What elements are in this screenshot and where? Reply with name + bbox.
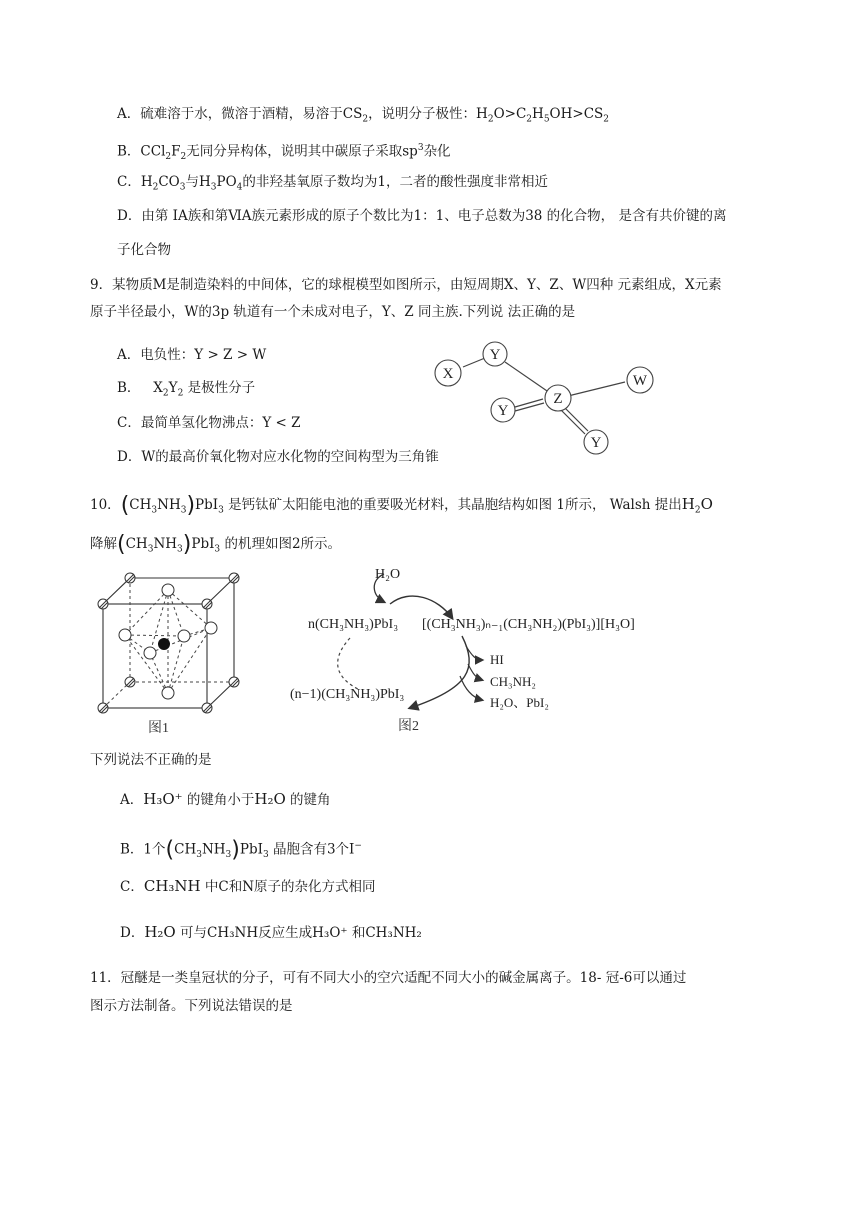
q10-question: 下列说法不正确的是: [90, 752, 212, 768]
atom-label-w: W: [632, 373, 648, 389]
ball-stick-model: [425, 335, 670, 460]
fig2-ch3nh2: CH₃NH₂: [490, 674, 536, 689]
atom-label-z: Z: [553, 391, 563, 407]
fig2-intermediate: [(CH₃NH₃)ₙ₋₁(CH₃NH₂)(PbI₃)][H₃O]: [422, 617, 635, 632]
q9-stem-line1: 9．某物质M是制造染料的中间体，它的球棍模型如图所示，由短周期X、Y、Z、W四种 元素组成，X元素: [90, 277, 722, 293]
fig2-reactant: n(CH₃NH₃)PbI₃: [308, 617, 399, 632]
atom-label-y-3: Y: [590, 435, 602, 451]
q10-stem-line1: 10．$(CH_3NH_3)PbI_3$ 是钙钛矿太阳能电池的重要吸光材料，其晶胞结构如图 1所示， Walsh 提出$H_2O$: [90, 493, 713, 518]
q9-option-b: B． $X_2Y_2$ 是极性分子: [117, 380, 256, 399]
q11-stem-line2: 图示方法制备。下列说法错误的是: [90, 998, 293, 1014]
unit-cell-figure: [88, 570, 248, 740]
fig2-h2o-pbi2: H₂O、PbI₂: [490, 695, 549, 710]
body-center-atom: [158, 638, 170, 650]
fig2-caption: 图2: [398, 719, 419, 734]
q10-stem-line2: 降解$(CH_3NH_3)PbI_3$ 的机理如图2所示。: [90, 532, 342, 557]
atom-label-y-1: Y: [489, 347, 501, 363]
q9-option-a: A．电负性：Y > Z > W: [117, 347, 267, 363]
q9-option-d: D．W的最高价氧化物对应水化物的空间构型为三角锥: [117, 449, 439, 465]
fig1-caption: 图1: [148, 721, 169, 736]
degradation-mechanism-figure: [280, 560, 660, 740]
q9-option-c: C．最简单氢化物沸点：Y < Z: [117, 415, 301, 431]
q8-option-a: A．硫难溶于水，微溶于酒精，易溶于$CS_2$，说明分子极性：$H_2O>C_2H_5OH>CS_2$: [117, 106, 610, 125]
q10-option-a: A．H₃O⁺ 的键角小于H₂O 的键角: [120, 790, 331, 808]
q10-option-b: B．1个$(CH_3NH_3)PbI_3$ 晶胞含有3个I−: [120, 837, 362, 863]
q9-stem-line2: 原子半径最小，W的3p 轨道有一个未成对电子，Y、Z 同主族.下列说 法正确的是: [90, 304, 576, 320]
atom-label-y-2: Y: [497, 403, 509, 419]
q11-stem-line1: 11．冠醚是一类皇冠状的分子，可有不同大小的空穴适配不同大小的碱金属离子。18- 冠-6可以通过: [90, 970, 687, 986]
q8-option-c: C．$H_2CO_3$与$H_3PO_4$的非羟基氧原子数均为1，二者的酸性强度非常相近: [117, 174, 548, 193]
q10-option-d: D．H₂O 可与CH₃NH反应生成H₃O⁺ 和CH₃NH₂: [120, 923, 422, 941]
fig2-h2o: H₂O: [375, 567, 401, 582]
q10-option-c: C．CH₃NH 中C和N原子的杂化方式相同: [120, 877, 376, 895]
q8-option-b: B．$CCl_2F_2$无同分异构体，说明其中碳原子采取$sp^3$杂化: [117, 143, 451, 163]
atom-label-x: X: [442, 366, 454, 382]
fig2-product: (n−1)(CH₃NH₃)PbI₃: [290, 687, 405, 702]
fig2-hi: HI: [490, 652, 504, 667]
q8-option-d: D．由第 ⅠA族和第ⅥA族元素形成的原子个数比为1：1、电子总数为38 的化合物， 是含有共价键的离: [117, 208, 727, 224]
q8-option-d-cont: 子化合物: [117, 242, 171, 258]
